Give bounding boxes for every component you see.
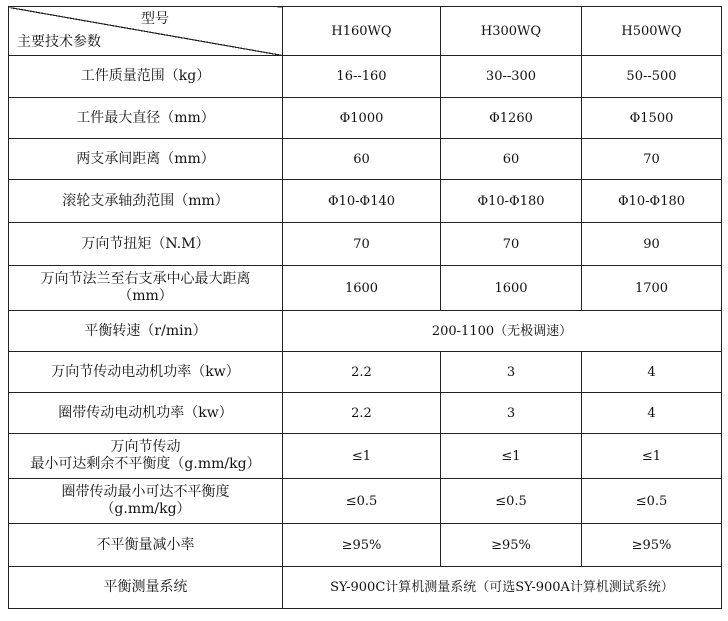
value-cell: ≥95% <box>283 524 441 567</box>
value-cell: 3 <box>441 393 582 434</box>
table-row <box>9 56 722 98</box>
value-cell: Φ1500 <box>582 98 722 139</box>
table-row <box>9 524 722 567</box>
table-row <box>9 393 722 434</box>
param-cell: 圈带传动电动机功率（kw） <box>9 393 283 434</box>
model-label: 型号 <box>141 11 169 27</box>
value-cell: 60 <box>283 139 441 180</box>
value-cell: ≤0.5 <box>283 479 441 524</box>
value-cell: 1700 <box>582 266 722 311</box>
value-cell: Φ1260 <box>441 98 582 139</box>
value-cell: 16--160 <box>283 56 441 98</box>
merged-value-cell: 200-1100（无极调速） <box>283 311 722 352</box>
merged-value-cell: SY-900C计算机测量系统（可选SY-900A计算机测试系统） <box>283 567 722 609</box>
model-header-h160wq: H160WQ <box>283 7 441 56</box>
table-row <box>9 311 722 352</box>
param-cell <box>9 266 283 311</box>
value-cell: 3 <box>441 352 582 393</box>
value-cell: 70 <box>441 223 582 266</box>
spec-table <box>8 6 722 609</box>
param-cell: 工件质量范围（kg） <box>9 56 283 98</box>
value-cell: 2.2 <box>283 393 441 434</box>
value-cell: ≤0.5 <box>441 479 582 524</box>
param-line-2: （g.mm/kg） <box>100 501 191 517</box>
value-cell: 90 <box>582 223 722 266</box>
param-cell: 平衡转速（r/min） <box>9 311 283 352</box>
value-cell: Φ10-Φ180 <box>582 180 722 223</box>
value-cell: ≥95% <box>441 524 582 567</box>
param-cell <box>9 434 283 479</box>
value-cell: 2.2 <box>283 352 441 393</box>
table-row <box>9 139 722 180</box>
table-row <box>9 98 722 139</box>
param-line-1: 万向节法兰至右支承中心最大距离 <box>40 271 251 287</box>
value-cell: 4 <box>582 393 722 434</box>
value-cell: ≤1 <box>283 434 441 479</box>
model-header-h300wq: H300WQ <box>441 7 582 56</box>
value-cell: Φ10-Φ140 <box>283 180 441 223</box>
param-cell: 两支承间距离（mm） <box>9 139 283 180</box>
value-cell: Φ10-Φ180 <box>441 180 582 223</box>
value-cell: 50--500 <box>582 56 722 98</box>
value-cell: 1600 <box>441 266 582 311</box>
diagonal-header-cell <box>9 7 283 56</box>
param-cell: 不平衡量减小率 <box>9 524 283 567</box>
value-cell: 60 <box>441 139 582 180</box>
param-cell: 平衡测量系统 <box>9 567 283 609</box>
value-cell: Φ1000 <box>283 98 441 139</box>
table-row <box>9 180 722 223</box>
table-row <box>9 434 722 479</box>
param-line-2: （mm） <box>118 288 173 304</box>
value-cell: 70 <box>582 139 722 180</box>
model-header-h500wq: H500WQ <box>582 7 722 56</box>
table-row <box>9 352 722 393</box>
table-row <box>9 479 722 524</box>
param-line-1: 圈带传动最小可达不平衡度 <box>61 484 230 500</box>
param-cell: 工件最大直径（mm） <box>9 98 283 139</box>
param-cell: 滚轮支承轴劲范围（mm） <box>9 180 283 223</box>
param-cell <box>9 479 283 524</box>
table-row <box>9 567 722 609</box>
value-cell: ≥95% <box>582 524 722 567</box>
value-cell: 1600 <box>283 266 441 311</box>
table-row <box>9 266 722 311</box>
param-label: 主要技术参数 <box>17 34 101 50</box>
value-cell: 4 <box>582 352 722 393</box>
param-line-1: 万向节传动 <box>110 439 181 455</box>
value-cell: 70 <box>283 223 441 266</box>
value-cell: ≤1 <box>582 434 722 479</box>
value-cell: 30--300 <box>441 56 582 98</box>
param-line-2: 最小可达剩余不平衡度（g.mm/kg） <box>30 456 261 472</box>
value-cell: ≤1 <box>441 434 582 479</box>
table-row <box>9 223 722 266</box>
param-cell: 万向节扭矩（N.M） <box>9 223 283 266</box>
header-row <box>9 7 722 56</box>
value-cell: ≤0.5 <box>582 479 722 524</box>
param-cell: 万向节传动电动机功率（kw） <box>9 352 283 393</box>
